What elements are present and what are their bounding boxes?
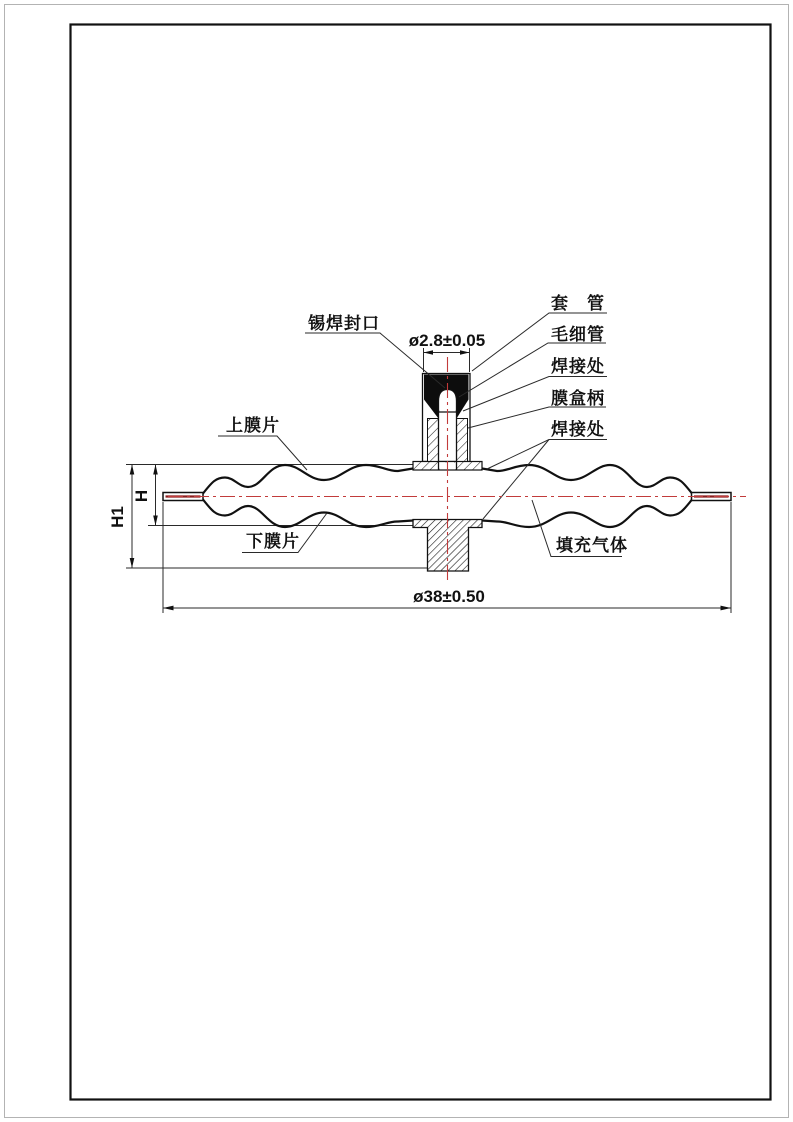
arrowhead	[163, 606, 174, 611]
label-stem: 膜盒柄	[551, 389, 605, 408]
leader-weld-bottom-a	[487, 440, 607, 470]
weld-cone-right	[457, 396, 469, 419]
label-upper-diaphragm: 上膜片	[226, 416, 280, 435]
dimension-text-capillary-od: ø2.8±0.05	[408, 331, 486, 350]
arrowhead	[460, 350, 470, 355]
stem-wall-left	[428, 419, 439, 462]
label-capillary: 毛细管	[551, 325, 605, 344]
label-lower-diaphragm: 下膜片	[246, 532, 300, 551]
arrowhead	[721, 606, 732, 611]
label-solder-seal: 锡焊封口	[308, 314, 380, 333]
label-weld-bottom: 焊接处	[551, 420, 605, 439]
arrowhead	[130, 465, 135, 475]
dimension-text-h: H	[132, 489, 151, 503]
dimension-text-capsule-od: ø38±0.50	[413, 587, 485, 606]
arrowhead	[424, 350, 434, 355]
leader-weld-bottom-b	[483, 440, 549, 520]
weld-cone-left	[424, 396, 439, 419]
arrowhead	[153, 465, 158, 475]
dimension-text-h1: H1	[108, 506, 127, 528]
label-weld-top: 焊接处	[551, 357, 605, 376]
arrowhead	[130, 558, 135, 568]
stem-wall-right	[457, 419, 468, 462]
arrowhead	[153, 516, 158, 526]
label-sleeve: 套 管	[551, 294, 605, 313]
label-fill-gas: 填充气体	[556, 536, 628, 555]
drawing-frame	[71, 25, 771, 1100]
